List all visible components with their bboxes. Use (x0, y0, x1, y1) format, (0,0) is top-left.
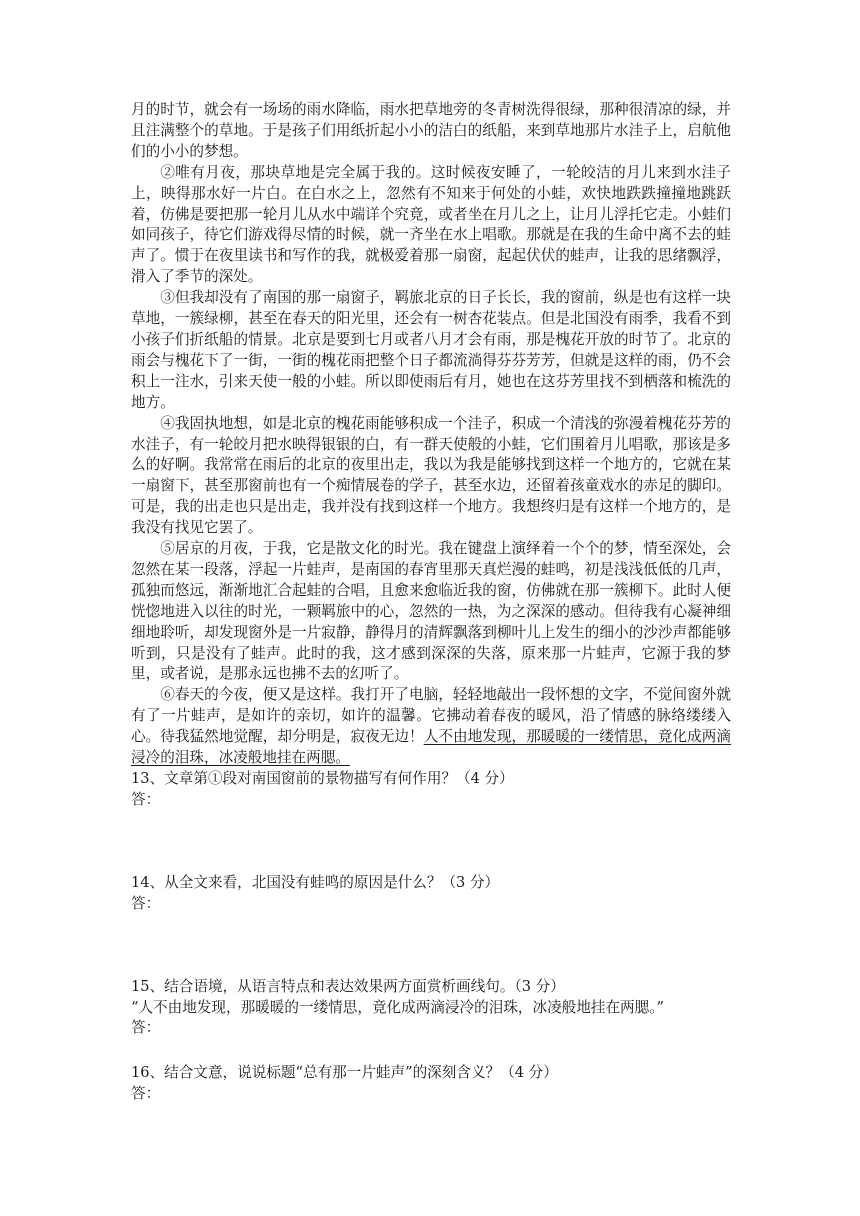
passage-paragraph-4: ④我固执地想，如是北京的槐花雨能够积成一个洼子，积成一个清浅的弥漫着槐花芬芳的水洼子，有一轮皎月把水映得银银的白，有一群天使般的小蛙，它们围着月儿唱歌，那该是多么的好啊。我常常在雨后的北京的夜里出走，我以为我是能够找到这样一个地方的，它就在某一扇窗下，甚至那窗前也有一个痴情展卷的学子，甚至水边，还留着孩童戏水的赤足的脚印。可是，我的出走也只是出走，我并没有找到这样一个地方。我想终归是有这样一个地方的，是我没有找见它罢了。 (131, 414, 731, 537)
question-13: 13、文章第①段对南国窗前的景物描写有何作用？（4 分） (131, 770, 514, 787)
answer-label-14: 答： (131, 894, 161, 912)
answer-space-13 (131, 811, 731, 873)
underlined-sentence: 人不由地发现，那暖暖的一缕情思，竟化成两滴浸冷的泪珠，冰凌般地挂在两腮。 (131, 728, 731, 767)
passage-paragraph-1-continued: 月的时节，就会有一场场的雨水降临，雨水把草地旁的冬青树洗得很绿，那种很清凉的绿，并且注满整个的草地。于是孩子们用纸折起小小的洁白的纸船，来到草地那片水洼子上，启航他们的小小的梦想。 (131, 101, 731, 160)
passage-paragraph-5: ⑤居京的月夜，于我，它是散文化的时光。我在键盘上演绎着一个个的梦，情至深处，会忽然在某一段落，浮起一片蛙声，是南国的春宵里那天真烂漫的蛙鸣，初是浅浅低低的几声，孤独而悠远，渐渐地汇合起蛙的合唱，且愈来愈临近我的窗，仿佛就在那一簇柳下。此时人便恍惚地进入以往的时光，一颗羁旅中的心，忽然的一热，为之深深的感动。但待我有心凝神细细地聆听，却发现窗外是一片寂静，静得月的清辉飘落到柳叶儿上发生的细小的沙沙声都能够听到，只是没有了蛙声。此时的我，这才感到深深的失落，原来那一片蛙声，它源于我的梦里，或者说，是那永远也拂不去的幻听了。 (131, 540, 731, 683)
answer-label-15: 答： (131, 1019, 161, 1037)
passage-paragraph-2: ②唯有月夜，那块草地是完全属于我的。这时候夜安睡了，一轮皎洁的月儿来到水洼子上，映得那水好一片白。在白水之上，忽然有不知来于何处的小蛙，欢快地跌跌撞撞地跳跃着，仿佛是要把那一轮月儿从水中端详个究竟，或者坐在月儿之上，让月儿浮托它走。小蛙们如同孩子，待它们游戏得尽情的时候，就一齐坐在水上唱歌。那就是在我的生命中离不去的蛙声了。惯于在夜里读书和写作的我，就极爱着那一扇窗，起起伏伏的蛙声，让我的思绪飘浮，滑入了季节的深处。 (131, 163, 731, 286)
answer-label-16: 答： (131, 1085, 161, 1103)
passage-paragraph-6 (131, 685, 731, 769)
paragraph-6-text: ⑥春天的今夜，便又是这样。我打开了电脑，轻轻地敲出一段怀想的文字，不觉间窗外就有了一片蛙声，是如许的亲切，如许的温馨。它拂动着春夜的暖风，沿了情感的脉络缕缕入心。待我猛然地觉醒，却分明是，寂夜无边！ (131, 686, 731, 746)
question-15: 15、结合语境，从语言特点和表达效果两方面赏析画线句。（3 分） (131, 977, 565, 995)
question-15-quote: “人不由地发现，那暖暖的一缕情思，竟化成两滴浸冷的泪珠，冰凌般地挂在两腮。” (131, 998, 664, 1016)
answer-space-14 (131, 915, 731, 977)
question-14: 14、从全文来看，北国没有蛙鸣的原因是什么？（3 分） (131, 873, 500, 891)
answer-space-15 (131, 1039, 731, 1063)
question-16: 16、结合文意，说说标题“总有那一片蛙声”的深刻含义？（4 分） (131, 1064, 558, 1082)
passage-paragraph-3: ③但我却没有了南国的那一扇窗子，羁旅北京的日子长长，我的窗前，纵是也有这样一块草地，一簇绿柳，甚至在春天的阳光里，还会有一树杏花装点。但是北国没有雨季，我看不到小孩子们折纸船的情景。北京是要到七月或者八月才会有雨，那是槐花开放的时节了。北京的雨会与槐花下了一街，一街的槐花雨把整个日子都流淌得芬芬芳芳，但就是这样的雨，仍不会积上一注水，引来天使一般的小蛙。所以即使雨后有月，她也在这芬芳里找不到栖落和梳洗的地方。 (131, 289, 731, 411)
document-page (131, 100, 731, 1105)
answer-label-13: 答： (131, 790, 161, 808)
